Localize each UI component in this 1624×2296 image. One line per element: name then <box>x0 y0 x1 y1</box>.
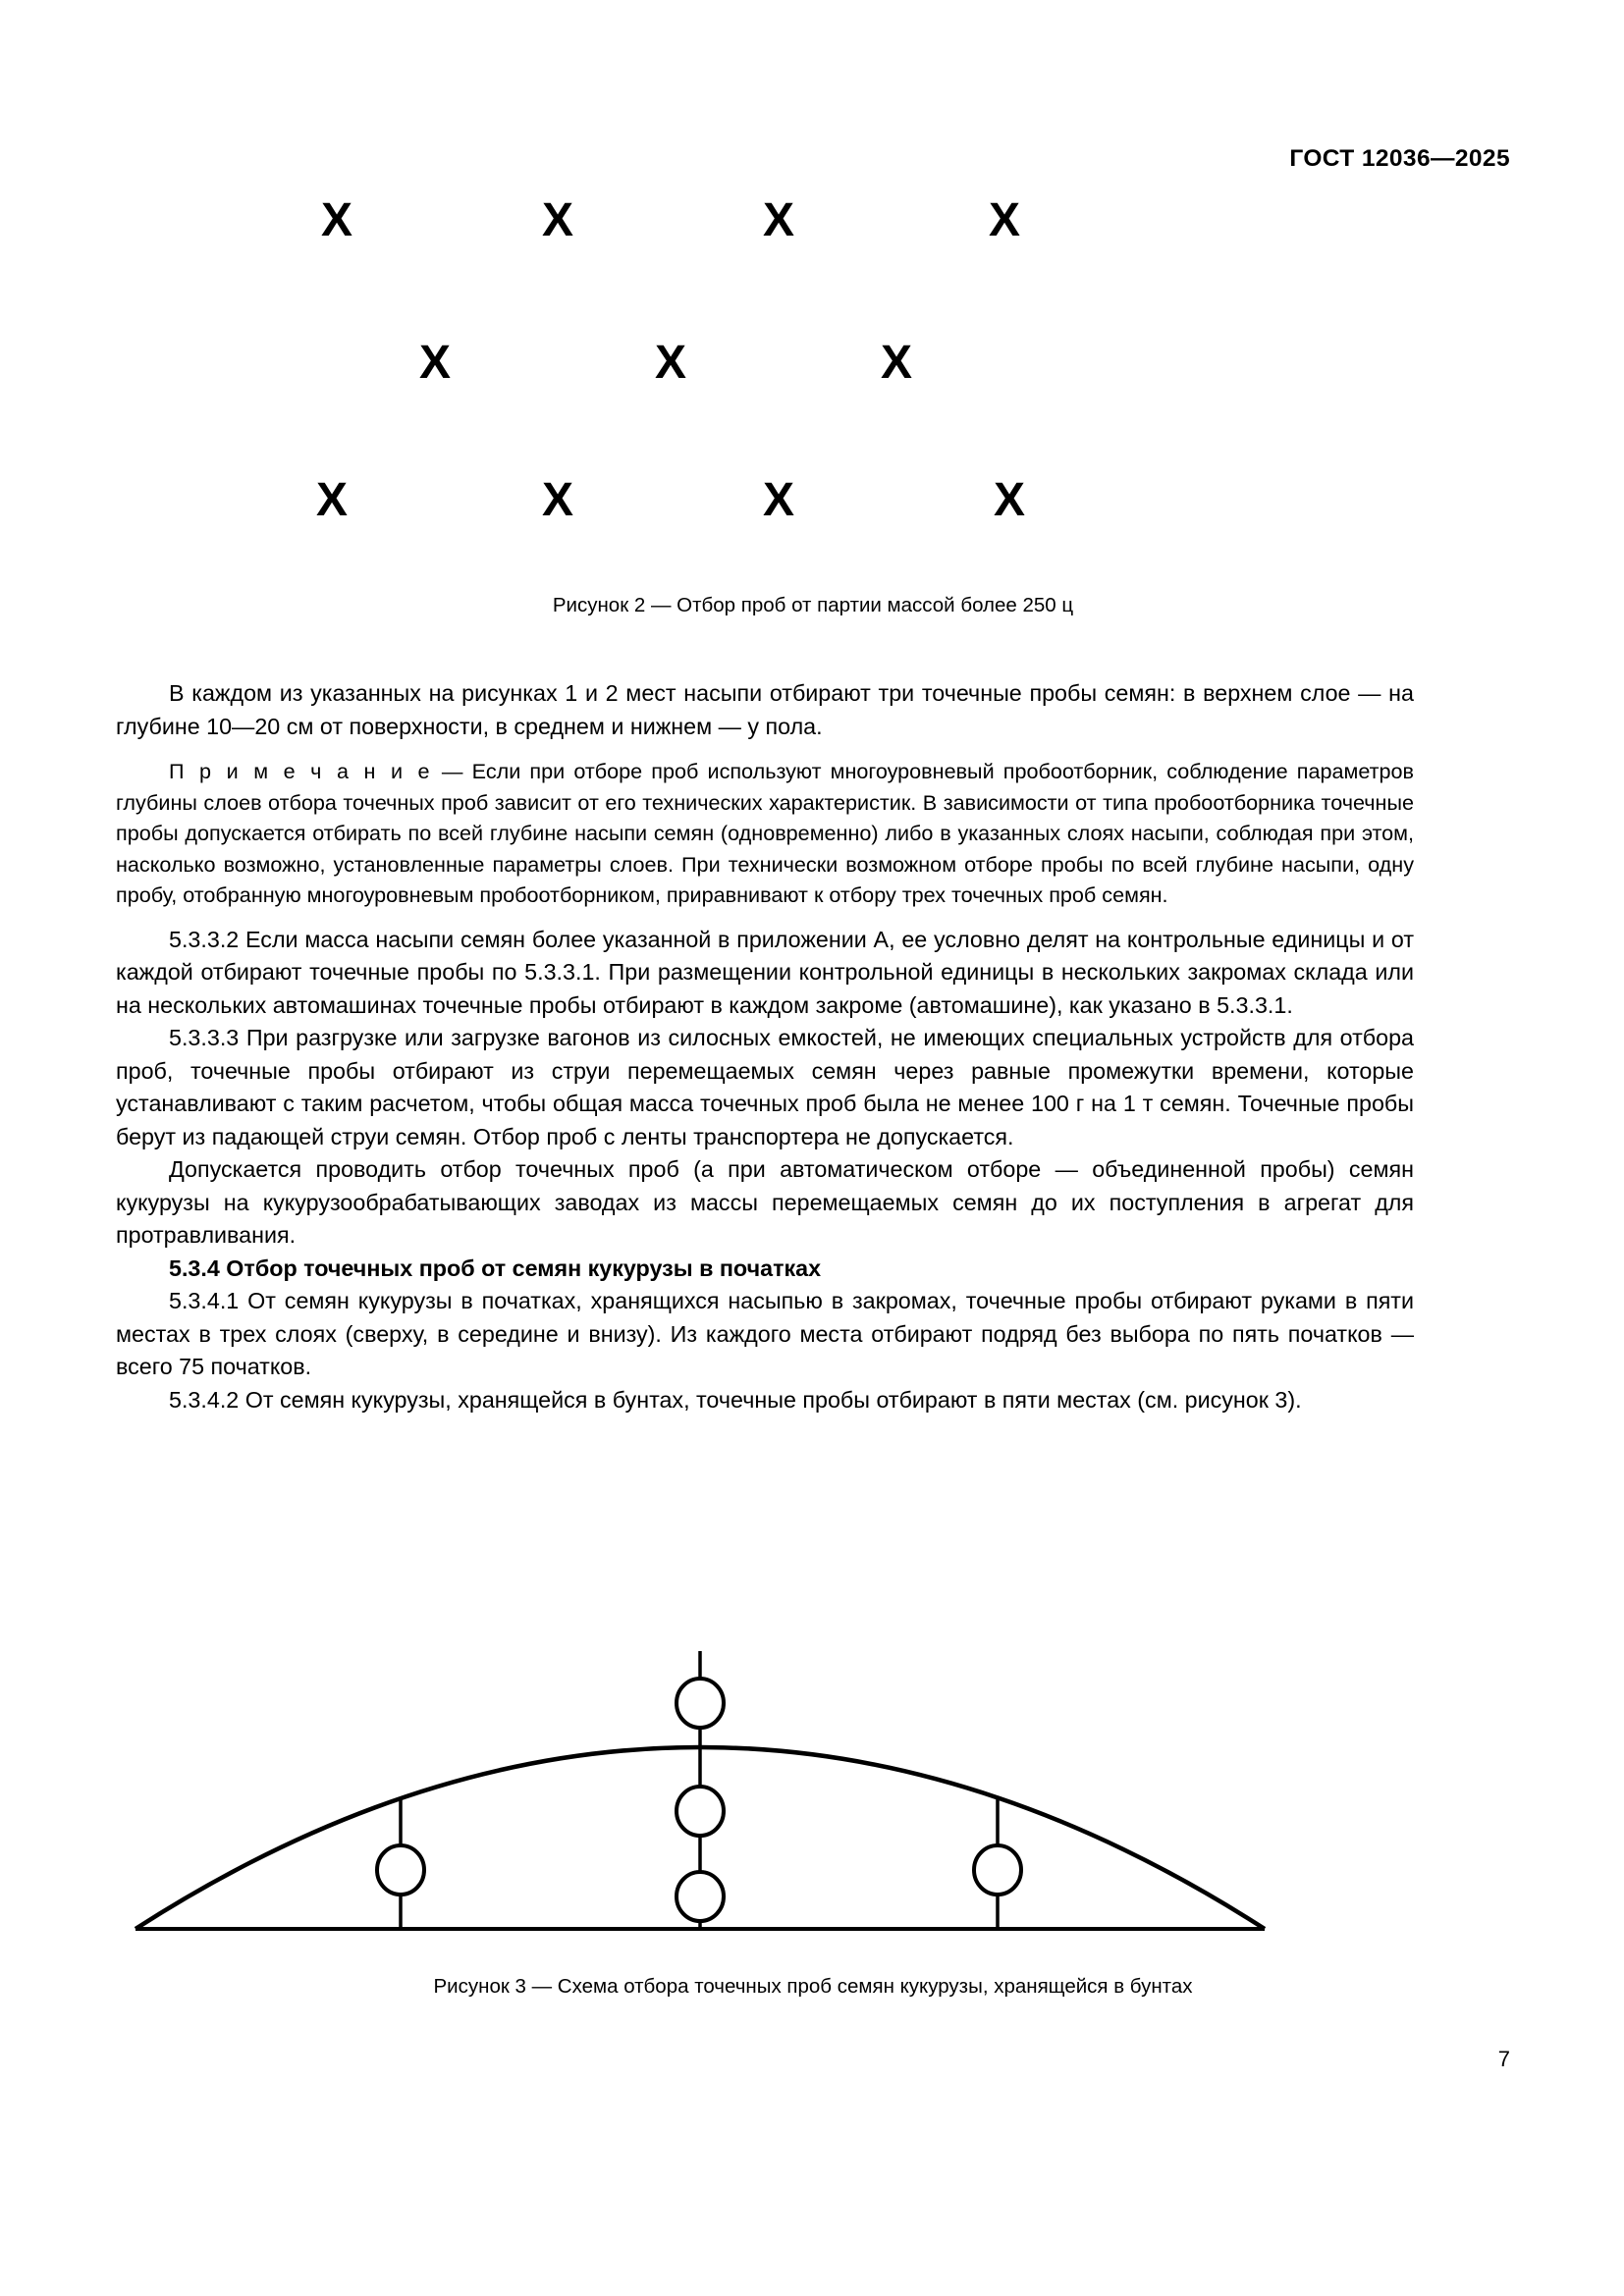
figure-2-sampling-diagram <box>263 191 1373 584</box>
sampling-point-marker: X <box>762 194 795 246</box>
figure-2-caption: Рисунок 2 — Отбор проб от партии массой более 250 ц <box>552 594 1074 616</box>
heading-5-3-4: 5.3.4 Отбор точечных проб от семян кукурузы в початках <box>169 1255 822 1281</box>
page-content <box>116 0 1510 2296</box>
page-number: 7 <box>1497 2047 1510 2071</box>
sampling-point-center-top <box>677 1679 724 1728</box>
sampling-point-marker: X <box>320 194 353 246</box>
note-body: — Если при отборе проб используют многоуровневый пробоотборник, соблюдение параметров глубины слоев отбора точечных проб зависит от его технических характеристик. В зависимости от типа пробоотборника точечные пробы допускается отбирать по всей глубине насыпи семян (одновременно) либо в указанных слоях насыпи, соблюдая при этом, насколько возможно, установленные параметры слоев. При технически возможном отборе пробы по всей глубине насыпи, одну пробу, отобранную многоуровневым пробоотборником, приравнивают к отбору трех точечных проб семян. <box>116 759 1415 907</box>
paragraph-allowance-corn-plants: Допускается проводить отбор точечных проб (а при автоматическом отборе — объединенной пробы) семян кукурузы на кукурузообрабатывающих заводах из массы перемещаемых семян до их поступления в агрегат для протравливания. <box>116 1156 1414 1248</box>
paragraph-5-3-4-2: 5.3.4.2 От семян кукурузы, хранящейся в бунтах, точечные пробы отбирают в пяти местах (см. рисунок 3). <box>169 1386 1302 1413</box>
sampling-point-center-bottom <box>677 1872 724 1921</box>
note-block <box>116 756 1414 911</box>
sampling-point-left <box>377 1845 424 1895</box>
sampling-point-marker: X <box>541 474 574 526</box>
sampling-point-marker: X <box>988 194 1021 246</box>
sampling-point-center-middle <box>677 1787 724 1836</box>
sampling-point-marker: X <box>654 337 687 389</box>
figure-3-pile-diagram <box>116 1629 1414 1953</box>
body-text <box>116 677 1414 1416</box>
sampling-point-right <box>974 1845 1021 1895</box>
pile-cross-section-svg <box>116 1629 1414 1953</box>
sampling-point-marker: X <box>418 337 452 389</box>
sampling-point-marker: X <box>880 337 913 389</box>
sampling-point-marker: X <box>541 194 574 246</box>
paragraph-5-3-3-2: 5.3.3.2 Если масса насыпи семян более указанной в приложении А, ее условно делят на контрольные единицы и от каждой отбирают точечные пробы по 5.3.3.1. При размещении контрольной единицы в нескольких закромах склада или на нескольких автомашинах точечные пробы отбирают в каждом закроме (автомашине), как указано в 5.3.3.1. <box>116 926 1414 1018</box>
paragraph-sampling-layers: В каждом из указанных на рисунках 1 и 2 мест насыпи отбирают три точечные пробы семян: в верхнем слое — на глубине 10—20 см от поверхности, в среднем и нижнем — у пола. <box>116 680 1414 739</box>
paragraph-5-3-3-3: 5.3.3.3 При разгрузке или загрузке вагонов из силосных емкостей, не имеющих специальных устройств для отбора проб, точечные пробы отбирают из струи перемещаемых семян через равные промежутки времени, которые устанавливают с таким расчетом, чтобы общая масса точечных проб была не менее 100 г на 1 т семян. Точечные пробы берут из падающей струи семян. Отбор проб с ленты транспортера не допускается. <box>116 1025 1414 1149</box>
sampling-point-marker: X <box>315 474 349 526</box>
figure-3-caption: Рисунок 3 — Схема отбора точечных проб семян кукурузы, хранящейся в бунтах <box>433 1975 1193 1998</box>
paragraph-5-3-4-1: 5.3.4.1 От семян кукурузы в початках, хранящихся насыпью в закромах, точечные пробы отбирают руками в пяти местах в трех слоях (сверху, в середине и внизу). Из каждого места отбирают подряд без выбора по пять початков — всего 75 початков. <box>116 1288 1414 1379</box>
page-header-standard-number: ГОСТ 12036—2025 <box>1289 145 1510 172</box>
sampling-point-marker: X <box>993 474 1026 526</box>
note-label: П р и м е ч а н и е <box>169 759 433 783</box>
sampling-point-marker: X <box>762 474 795 526</box>
